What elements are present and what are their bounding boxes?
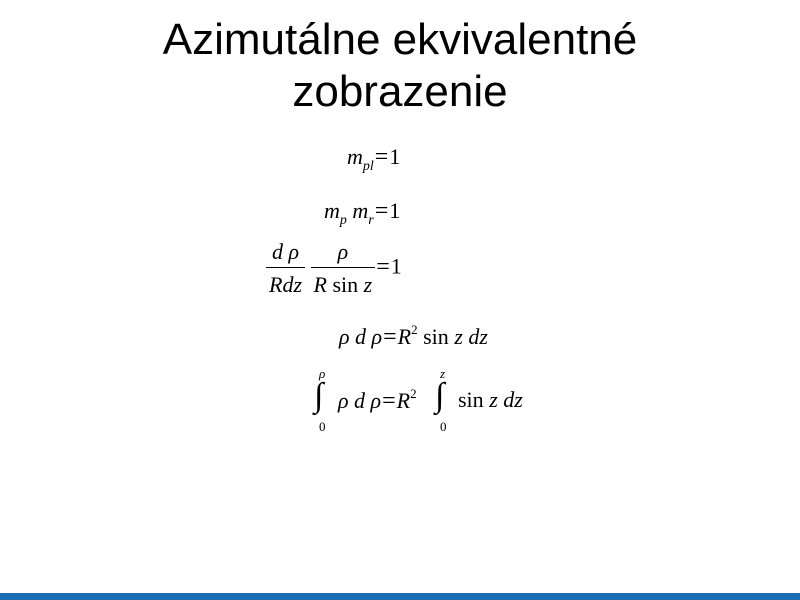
equation-integral-rhs	[458, 389, 523, 411]
eq2-sub2: r	[368, 213, 374, 228]
slide-title	[0, 14, 800, 118]
eq3-f2-den-z: z	[363, 272, 373, 297]
eq5-integral-2	[435, 366, 455, 436]
equation-integral	[338, 386, 417, 414]
eq2-rhs: 1	[389, 198, 401, 223]
eq5-int1-lower-limit: 0	[319, 419, 326, 434]
eq5-int2-upper-limit: z	[440, 366, 446, 381]
eq2-sub1: p	[339, 213, 347, 228]
equation-mp-mr	[324, 198, 401, 228]
eq5-int2-lower-limit: 0	[440, 419, 447, 434]
eq2-m1: m	[324, 198, 340, 223]
eq3-f2-den-sin: sin	[332, 272, 359, 297]
equation-differential	[339, 322, 488, 350]
eq3-f2-numerator: ρ	[311, 241, 376, 268]
eq3-f2-denominator	[311, 268, 376, 296]
eq5-sin: sin	[458, 387, 484, 412]
eq5-int1-upper-limit: ρ	[319, 366, 326, 381]
eq1-m: m	[347, 144, 363, 169]
eq3-fraction-1	[266, 241, 305, 296]
eq4-R: R	[397, 324, 412, 349]
eq3-rhs: 1	[390, 253, 402, 279]
eq5-rest: z dz	[489, 387, 523, 412]
eq3-f1-numerator: d ρ	[266, 241, 305, 268]
slide-title-line-1: Azimutálne ekvivalentné	[162, 15, 638, 64]
eq5-equals: =	[382, 388, 396, 414]
eq3-equals: =	[376, 253, 390, 280]
eq4-exponent: 2	[411, 322, 418, 337]
eq4-sin: sin	[423, 324, 449, 349]
eq3-fraction-2	[311, 241, 376, 296]
eq5-exponent: 2	[410, 386, 417, 401]
eq5-integral-sign-2: ∫	[435, 377, 445, 414]
equation-fraction	[266, 241, 402, 296]
eq3-f2-den-R: R	[313, 272, 327, 297]
eq5-integrand-1: ρ d ρ	[338, 388, 382, 413]
eq3-f1-denominator: Rdz	[269, 272, 302, 297]
eq1-sub: pl	[362, 159, 374, 174]
bottom-accent-bar	[0, 593, 800, 600]
eq1-equals: =	[374, 144, 389, 170]
eq1-rhs: 1	[389, 144, 401, 169]
eq4-equals: =	[383, 324, 397, 350]
eq2-m2: m	[352, 198, 369, 223]
eq4-rest: z dz	[454, 324, 488, 349]
eq2-equals: =	[374, 198, 389, 224]
eq5-R: R	[396, 388, 411, 413]
eq5-integral-1	[314, 366, 334, 436]
slide-title-line-2: zobrazenie	[292, 67, 508, 116]
eq5-integral-sign-1: ∫	[314, 377, 324, 414]
equation-mpl	[347, 144, 401, 174]
eq4-lhs: ρ d ρ	[339, 324, 383, 349]
